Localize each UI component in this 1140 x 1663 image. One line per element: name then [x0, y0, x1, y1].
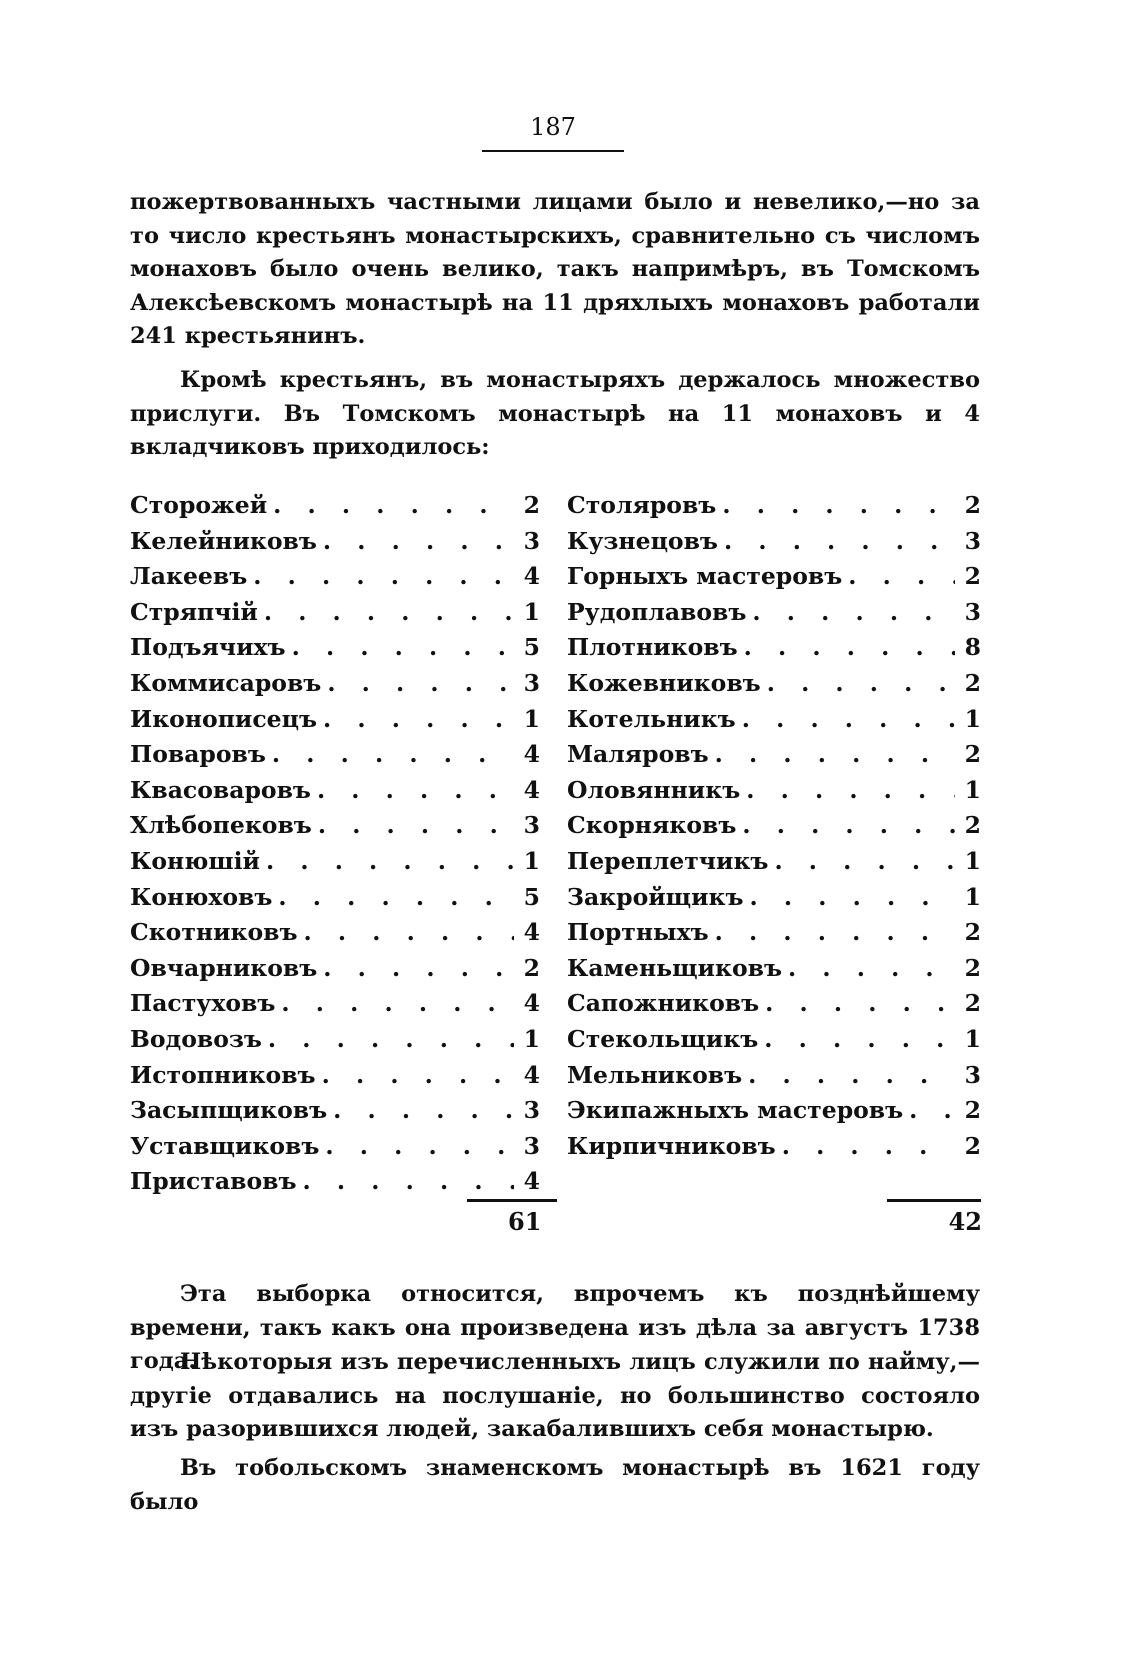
dot-leader: [764, 1022, 955, 1058]
staff-count: 2: [964, 1131, 981, 1160]
dot-leader: [782, 1129, 955, 1165]
staff-row: [130, 951, 540, 987]
staff-row: [567, 630, 981, 666]
staff-row: [567, 1022, 981, 1058]
staff-count: 3: [523, 668, 540, 697]
dot-leader: [278, 880, 514, 916]
dot-leader: [744, 630, 955, 666]
staff-label: Экипажныхъ мастеровъ: [567, 1096, 904, 1125]
staff-row: [130, 986, 540, 1022]
paragraph-5: Въ тобольскомъ знаменскомъ монастырѣ въ 1621 году было: [130, 1455, 980, 1515]
staff-count: 5: [523, 633, 540, 662]
dot-leader: [752, 595, 955, 631]
staff-count: 5: [523, 882, 540, 911]
dot-leader: [318, 808, 514, 844]
total-right: 42: [948, 1207, 982, 1236]
staff-count: 2: [964, 668, 981, 697]
staff-row: [130, 844, 540, 880]
paragraph-4: Нѣкоторыя изъ перечисленныхъ лицъ служили по найму,—другіе отдавались на послушаніе, но большинство состояло изъ разорившихся людей, закабалившихъ себя монастырю.: [130, 1349, 980, 1442]
dot-leader: [848, 559, 955, 595]
dot-leader: [767, 666, 955, 702]
staff-label: Горныхъ мастеровъ: [567, 562, 843, 591]
staff-row: [567, 524, 981, 560]
staff-label: Водовозъ: [130, 1024, 262, 1053]
staff-count: 1: [964, 1024, 981, 1053]
dot-leader: [724, 524, 955, 560]
staff-label: Сапожниковъ: [567, 989, 760, 1018]
staff-label: Закройщикъ: [567, 882, 744, 911]
staff-label: Истопниковъ: [130, 1060, 316, 1089]
staff-count: 1: [523, 1024, 540, 1053]
total-rule-left: [467, 1199, 557, 1202]
staff-count: 1: [964, 846, 981, 875]
staff-count: 3: [964, 526, 981, 555]
staff-row: [130, 737, 540, 773]
staff-label: Пастуховъ: [130, 989, 276, 1018]
staff-label: Мельниковъ: [567, 1060, 743, 1089]
staff-count: 1: [964, 775, 981, 804]
page-number: 187: [530, 113, 576, 141]
dot-leader: [323, 951, 514, 987]
staff-count: 1: [523, 846, 540, 875]
staff-row: [567, 1093, 981, 1129]
staff-label: Рудоплавовъ: [567, 597, 747, 626]
staff-row: [130, 630, 540, 666]
staff-count: 2: [964, 562, 981, 591]
staff-count: 1: [964, 882, 981, 911]
staff-count: 4: [523, 1167, 540, 1196]
staff-row: [567, 915, 981, 951]
staff-label: Поваровъ: [130, 740, 266, 769]
staff-row: [567, 595, 981, 631]
paragraph-2: Кромѣ крестьянъ, въ монастыряхъ держалось множество прислуги. Въ Томскомъ монастырѣ на 11 монаховъ и 4 вкладчиковъ приходилось:: [130, 367, 980, 460]
staff-label: Уставщиковъ: [130, 1131, 320, 1160]
staff-count: 2: [523, 953, 540, 982]
staff-count: 2: [964, 491, 981, 519]
staff-label: Сторожей: [130, 491, 268, 519]
staff-label: Котельникъ: [567, 704, 736, 733]
staff-row: [130, 666, 540, 702]
dot-leader: [317, 773, 514, 809]
dot-leader: [742, 808, 955, 844]
dot-leader: [765, 986, 955, 1022]
dot-leader: [304, 915, 514, 951]
staff-row: [567, 808, 981, 844]
staff-count: 4: [523, 918, 540, 947]
staff-row: [567, 1058, 981, 1094]
staff-count: 4: [523, 989, 540, 1018]
staff-label: Хлѣбопековъ: [130, 811, 312, 840]
staff-label: Кожевниковъ: [567, 668, 761, 697]
staff-list-right: [567, 488, 981, 1164]
staff-count: 1: [523, 704, 540, 733]
dot-leader: [303, 1164, 514, 1200]
staff-row: [130, 1129, 540, 1165]
dot-leader: [774, 844, 955, 880]
staff-count: 2: [964, 918, 981, 947]
page-number-rule: [482, 150, 624, 152]
staff-count: 4: [523, 1060, 540, 1089]
staff-count: 2: [964, 989, 981, 1018]
staff-count: 3: [523, 811, 540, 840]
staff-row: [567, 986, 981, 1022]
staff-label: Коммисаровъ: [130, 668, 322, 697]
dot-leader: [273, 488, 514, 524]
total-left: 61: [508, 1207, 542, 1236]
staff-row: [130, 1093, 540, 1129]
dot-leader: [909, 1093, 955, 1129]
staff-row: [130, 1058, 540, 1094]
dot-leader: [266, 844, 514, 880]
staff-count: 3: [964, 597, 981, 626]
dot-leader: [253, 559, 514, 595]
staff-row: [130, 488, 540, 524]
dot-leader: [722, 488, 955, 524]
staff-label: Лакеевъ: [130, 562, 248, 591]
staff-label: Приставовъ: [130, 1167, 297, 1196]
paragraph-3: Эта выборка относится, впрочемъ къ позднѣйшему времени, такъ какъ она произведена изъ дѣла за августъ 1738 года.: [130, 1281, 980, 1374]
staff-label: Конюшій: [130, 846, 260, 875]
staff-label: Столяровъ: [567, 491, 717, 519]
staff-list-left: [130, 488, 540, 1200]
dot-leader: [264, 595, 514, 631]
dot-leader: [325, 1129, 514, 1165]
staff-label: Переплетчикъ: [567, 846, 769, 875]
staff-count: 2: [964, 740, 981, 769]
staff-row: [130, 880, 540, 916]
staff-count: 3: [523, 1096, 540, 1125]
dot-leader: [268, 1022, 514, 1058]
staff-row: [567, 737, 981, 773]
staff-count: 4: [523, 775, 540, 804]
staff-label: Засыпщиковъ: [130, 1096, 328, 1125]
dot-leader: [715, 737, 955, 773]
staff-row: [567, 773, 981, 809]
dot-leader: [327, 666, 514, 702]
staff-label: Скорняковъ: [567, 811, 737, 840]
staff-row: [130, 524, 540, 560]
staff-label: Келейниковъ: [130, 526, 317, 555]
staff-count: 2: [523, 491, 540, 519]
dot-leader: [323, 524, 514, 560]
staff-label: Портныхъ: [567, 918, 709, 947]
staff-label: Конюховъ: [130, 882, 273, 911]
dot-leader: [281, 986, 514, 1022]
dot-leader: [323, 702, 514, 738]
staff-label: Иконописецъ: [130, 704, 318, 733]
staff-label: Кирпичниковъ: [567, 1131, 776, 1160]
staff-count: 8: [964, 633, 981, 662]
dot-leader: [748, 1058, 955, 1094]
total-rule-right: [887, 1199, 981, 1202]
staff-label: Стекольщикъ: [567, 1024, 759, 1053]
staff-count: 3: [523, 1131, 540, 1160]
staff-label: Овчарниковъ: [130, 953, 318, 982]
staff-label: Каменьщиковъ: [567, 953, 782, 982]
staff-row: [567, 880, 981, 916]
dot-leader: [272, 737, 514, 773]
dot-leader: [715, 915, 955, 951]
staff-count: 4: [523, 562, 540, 591]
dot-leader: [322, 1058, 514, 1094]
paragraph-1: пожертвованныхъ частными лицами было и невелико,—но за то число крестьянъ монастырскихъ, сравнительно съ числомъ монаховъ было очень велико, такъ напримѣръ, въ Томскомъ Алексѣевскомъ монастырѣ на 11 дряхлыхъ монаховъ работали 241 крестьянинъ.: [130, 189, 980, 349]
staff-label: Квасоваровъ: [130, 775, 311, 804]
staff-row: [567, 666, 981, 702]
staff-row: [130, 1164, 540, 1200]
staff-count: 2: [964, 811, 981, 840]
staff-count: 3: [523, 526, 540, 555]
dot-leader: [292, 630, 514, 666]
staff-row: [130, 702, 540, 738]
staff-label: Оловянникъ: [567, 775, 741, 804]
staff-row: [567, 1129, 981, 1165]
staff-label: Плотниковъ: [567, 633, 738, 662]
staff-count: 2: [964, 953, 981, 982]
dot-leader: [333, 1093, 514, 1129]
staff-label: Кузнецовъ: [567, 526, 718, 555]
staff-row: [130, 915, 540, 951]
dot-leader: [788, 951, 955, 987]
staff-count: 1: [964, 704, 981, 733]
staff-row: [130, 808, 540, 844]
staff-row: [130, 1022, 540, 1058]
staff-count: 4: [523, 740, 540, 769]
staff-row: [567, 702, 981, 738]
staff-count: 3: [964, 1060, 981, 1089]
staff-label: Маляровъ: [567, 740, 709, 769]
staff-count: 2: [964, 1096, 981, 1125]
staff-row: [567, 488, 981, 524]
staff-row: [130, 595, 540, 631]
dot-leader: [750, 880, 955, 916]
staff-row: [567, 951, 981, 987]
dot-leader: [746, 773, 955, 809]
staff-row: [130, 559, 540, 595]
staff-row: [567, 844, 981, 880]
staff-label: Стряпчій: [130, 597, 258, 626]
staff-row: [567, 559, 981, 595]
staff-label: Подъячихъ: [130, 633, 286, 662]
dot-leader: [742, 702, 955, 738]
staff-label: Скотниковъ: [130, 918, 298, 947]
staff-count: 1: [523, 597, 540, 626]
staff-row: [130, 773, 540, 809]
